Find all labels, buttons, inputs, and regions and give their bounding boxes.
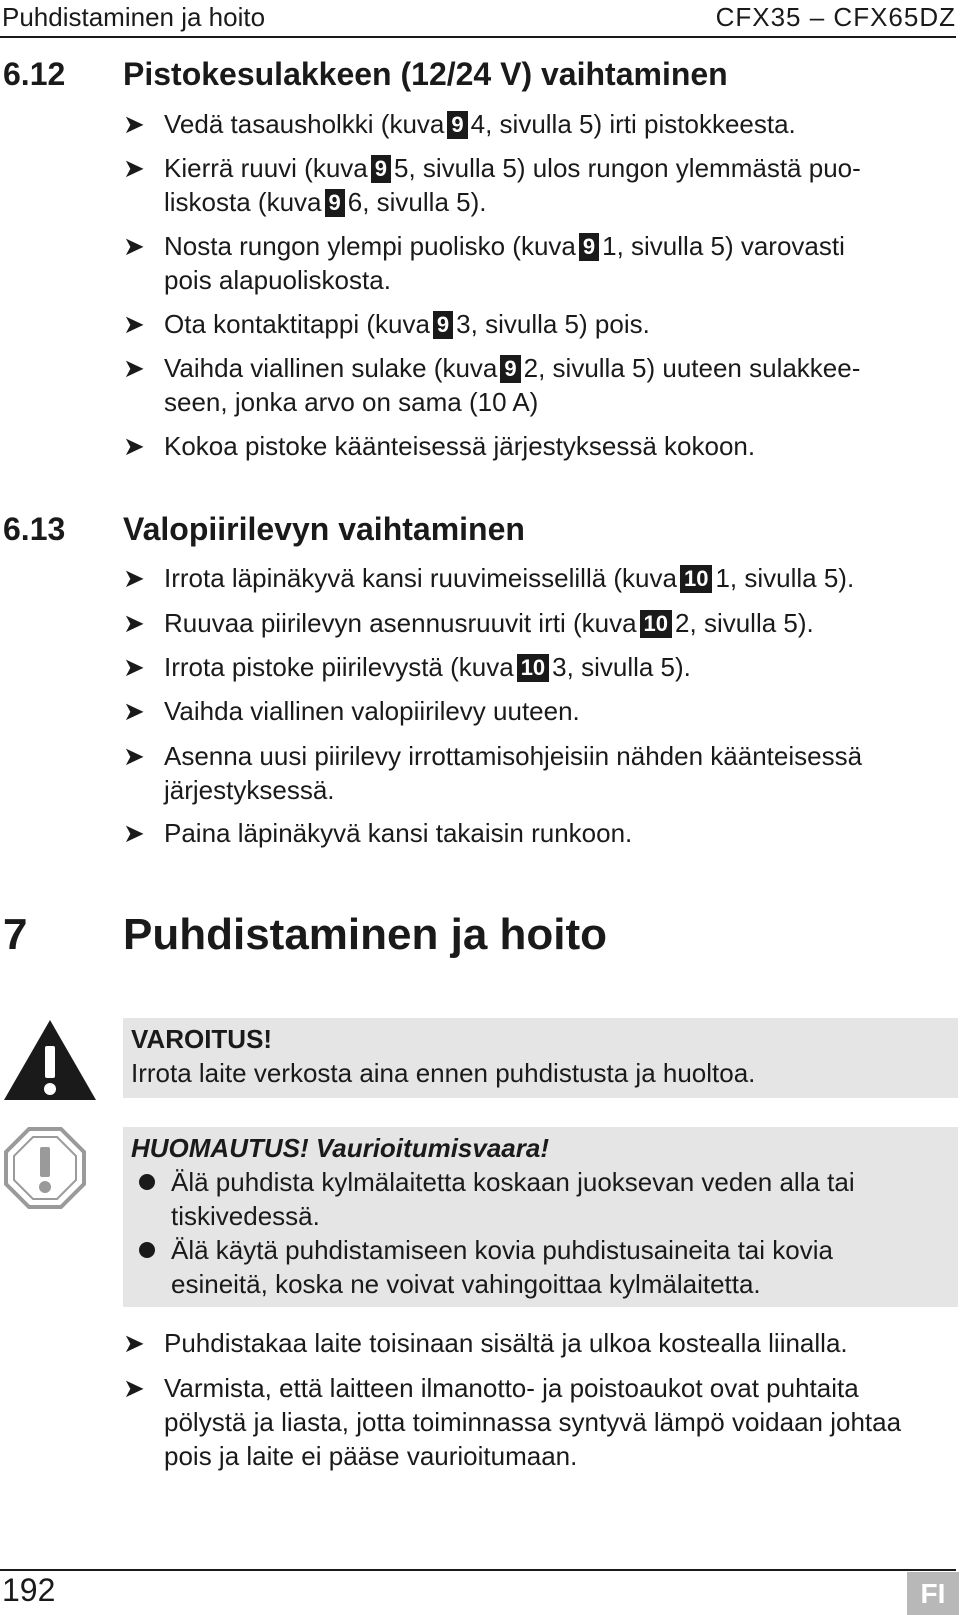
step-item: ➤ Ota kontaktitappi (kuva 9 3, sivulla 5) pois. — [123, 309, 650, 339]
section-number: 6.12 — [3, 56, 66, 92]
warning-text: Irrota laite verkosta aina ennen puhdistusta ja huoltoa. — [131, 1058, 756, 1088]
model-range: CFX35 – CFX65DZ — [715, 2, 956, 32]
page-footer-rule — [0, 1569, 956, 1571]
warning-triangle-icon — [2, 1018, 98, 1102]
language-tab: FI — [907, 1572, 959, 1615]
step-item: ➤ Irrota pistoke piirilevystä (kuva 10 3, sivulla 5). — [123, 652, 691, 682]
chapter-title: Puhdistaminen ja hoito — [123, 910, 608, 959]
figure-ref: 10 — [680, 565, 712, 593]
section-number: 6.13 — [3, 511, 66, 547]
arrow-bullet-icon: ➤ — [123, 563, 145, 593]
warning-box — [123, 1018, 958, 1098]
step-item: ➤ Vaihda viallinen valopiirilevy uuteen. — [123, 696, 580, 726]
figure-ref: 9 — [447, 111, 467, 139]
arrow-bullet-icon: ➤ — [123, 741, 145, 771]
step-item: ➤ Nosta rungon ylempi puolisko (kuva 9 1, sivulla 5) varovasti pois alapuoliskosta. — [123, 231, 845, 295]
arrow-bullet-icon: ➤ — [123, 608, 145, 638]
step-item: ➤ Kierrä ruuvi (kuva 9 5, sivulla 5) ulos rungon ylemmästä puo- liskosta (kuva 9 6, sivulla 5). — [123, 153, 861, 217]
figure-ref: 9 — [325, 189, 345, 217]
notice-list — [123, 1165, 958, 1301]
notice-bullet: Älä käytä puhdistamiseen kovia puhdistusaineita tai kovia esineitä, koska ne voivat vahingoittaa kylmälaitetta. — [131, 1233, 950, 1301]
arrow-bullet-icon: ➤ — [123, 1373, 145, 1403]
step-item: ➤ Ruuvaa piirilevyn asennusruuvit irti (kuva 10 2, sivulla 5). — [123, 608, 814, 638]
figure-ref: 9 — [371, 155, 391, 183]
arrow-bullet-icon: ➤ — [123, 818, 145, 848]
figure-ref: 9 — [433, 311, 453, 339]
step-item: ➤ Asenna uusi piirilevy irrottamisohjeisiin nähden käänteisessä järjestyksessä. — [123, 741, 863, 805]
arrow-bullet-icon: ➤ — [123, 431, 145, 461]
chapter-number: 7 — [3, 910, 28, 959]
section-title: Valopiirilevyn vaihtaminen — [123, 511, 525, 547]
notice-heading: HUOMAUTUS! Vaurioitumisvaara! — [131, 1133, 549, 1163]
notice-octagon-icon — [4, 1127, 86, 1209]
step-item: ➤ Vedä tasausholkki (kuva 9 4, sivulla 5) irti pistokkeesta. — [123, 109, 796, 139]
arrow-bullet-icon: ➤ — [123, 353, 145, 383]
page-header — [0, 0, 956, 38]
arrow-bullet-icon: ➤ — [123, 231, 145, 261]
step-item: ➤ Varmista, että laitteen ilmanotto- ja poistoaukot ovat puhtaita pölystä ja liasta, jotta toiminnassa syntyvä lämpö voidaan johtaa pois ja laite ei pääse vaurioitumaan. — [123, 1373, 902, 1471]
step-item: ➤ Vaihda viallinen sulake (kuva 9 2, sivulla 5) uuteen sulakkee- seen, jonka arvo on sama (10 A) — [123, 353, 861, 417]
figure-ref: 10 — [640, 610, 672, 638]
section-title: Pistokesulakkeen (12/24 V) vaihtaminen — [123, 56, 728, 92]
arrow-bullet-icon: ➤ — [123, 652, 145, 682]
bullet-dot-icon — [139, 1242, 155, 1258]
arrow-bullet-icon: ➤ — [123, 153, 145, 183]
step-item: ➤ Puhdistakaa laite toisinaan sisältä ja ulkoa kostealla liinalla. — [123, 1328, 848, 1358]
warning-heading: VAROITUS! — [131, 1024, 273, 1054]
page-number: 192 — [2, 1572, 56, 1608]
arrow-bullet-icon: ➤ — [123, 696, 145, 726]
figure-ref: 9 — [579, 233, 599, 261]
running-title: Puhdistaminen ja hoito — [2, 2, 266, 32]
arrow-bullet-icon: ➤ — [123, 109, 145, 139]
bullet-dot-icon — [139, 1174, 155, 1190]
notice-box — [123, 1127, 958, 1307]
figure-ref: 9 — [500, 355, 520, 383]
step-item: ➤ Irrota läpinäkyvä kansi ruuvimeisselillä (kuva 10 1, sivulla 5). — [123, 563, 855, 593]
figure-ref: 10 — [517, 654, 549, 682]
notice-bullet: Älä puhdista kylmälaitetta koskaan juoksevan veden alla tai tiskivedessä. — [131, 1165, 950, 1233]
arrow-bullet-icon: ➤ — [123, 1328, 145, 1358]
arrow-bullet-icon: ➤ — [123, 309, 145, 339]
step-item: ➤ Paina läpinäkyvä kansi takaisin runkoon. — [123, 818, 633, 848]
step-item: ➤ Kokoa pistoke käänteisessä järjestyksessä kokoon. — [123, 431, 756, 461]
